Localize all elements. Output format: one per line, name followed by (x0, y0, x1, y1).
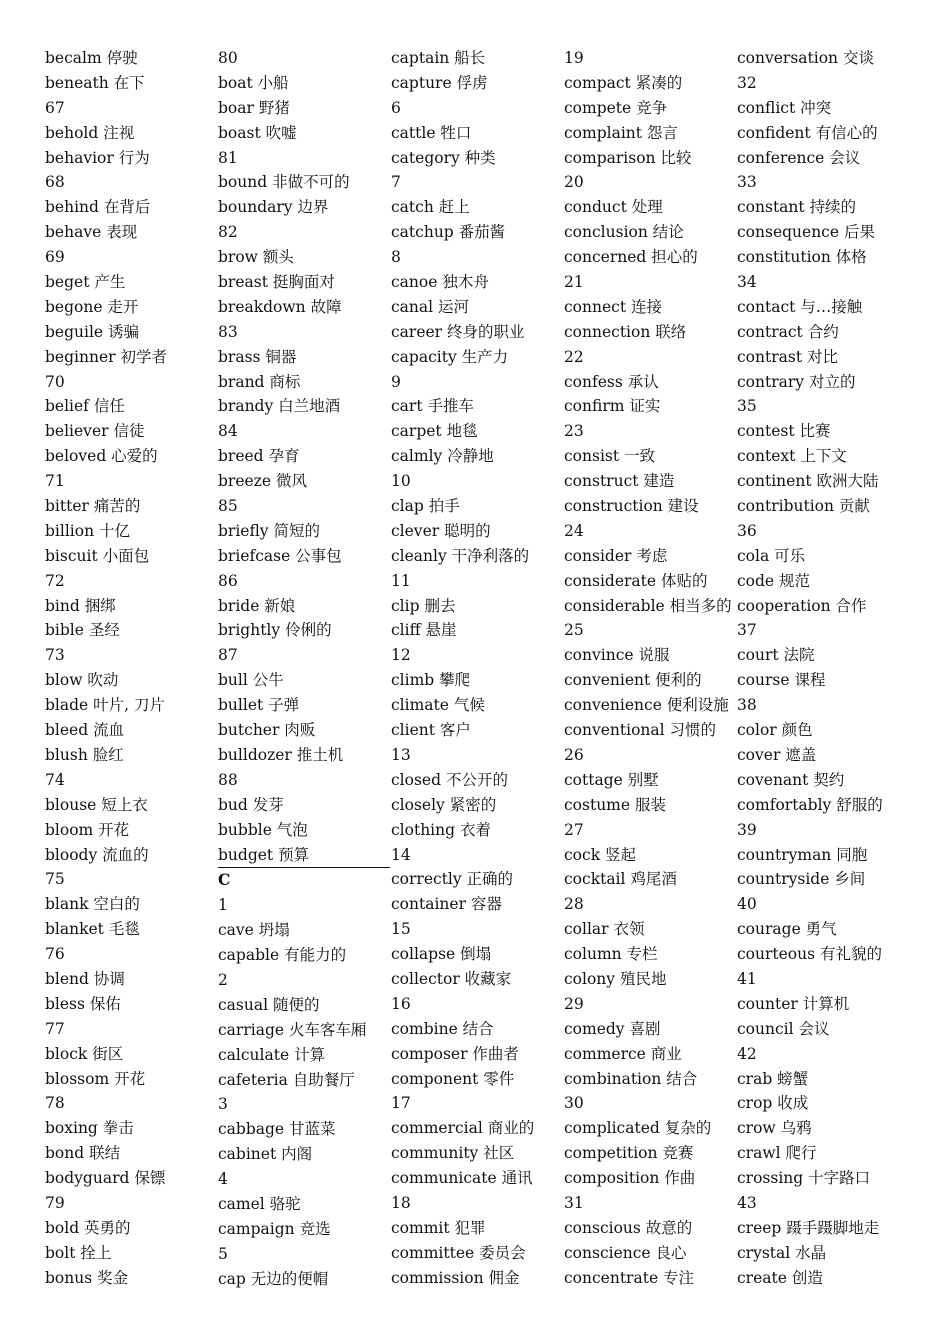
page-number: 39 (737, 820, 757, 839)
page-number: 72 (45, 571, 65, 590)
vocab-entry: collar 衣领 (564, 920, 645, 939)
vocab-entry: counter 计算机 (737, 994, 850, 1013)
vocab-entry: capacity 生产力 (391, 347, 509, 366)
vocab-entry: cleanly 干净利落的 (391, 546, 530, 565)
vocab-entry: connect 连接 (564, 297, 662, 316)
vocab-column-5 (737, 46, 909, 1291)
vocab-entry: create 创造 (737, 1268, 823, 1287)
vocab-entry: cabbage 甘蓝菜 (218, 1120, 336, 1139)
vocab-entry: clap 拍手 (391, 497, 460, 516)
vocab-entry: brass 铜器 (218, 347, 297, 366)
page-number: 75 (45, 870, 65, 889)
vocab-entry: climate 气候 (391, 696, 485, 715)
page-number: 18 (391, 1193, 411, 1212)
vocab-entry: capture 俘虏 (391, 73, 488, 92)
vocab-entry: bubble 气泡 (218, 820, 308, 839)
vocab-entry: bride 新娘 (218, 596, 296, 615)
vocab-entry: catch 赶上 (391, 198, 470, 217)
vocab-entry: commission 佣金 (391, 1268, 520, 1287)
page-number: 33 (737, 173, 757, 192)
vocab-entry: bolt 拴上 (45, 1243, 112, 1262)
vocab-entry: conscience 良心 (564, 1243, 687, 1262)
vocab-entry: bible 圣经 (45, 621, 120, 640)
vocab-entry: blush 脸红 (45, 745, 124, 764)
vocab-entry: cock 竖起 (564, 845, 637, 864)
vocab-entry: course 课程 (737, 671, 826, 690)
vocab-entry: countryside 乡间 (737, 870, 866, 889)
vocab-entry: beloved 心爱的 (45, 447, 158, 466)
vocab-entry: canoe 独木舟 (391, 273, 489, 292)
vocab-entry: composition 作曲 (564, 1169, 696, 1188)
vocab-entry: carriage 火车客车厢 (218, 1020, 367, 1039)
page-number: 35 (737, 397, 757, 416)
vocab-entry: courage 勇气 (737, 920, 837, 939)
vocab-entry: continent 欧洲大陆 (737, 472, 879, 491)
vocab-entry: countryman 同胞 (737, 845, 868, 864)
page-number: 28 (564, 895, 584, 914)
vocab-entry: convince 说服 (564, 646, 670, 665)
vocab-entry: boxing 拳击 (45, 1119, 134, 1138)
page-number: 85 (218, 497, 238, 516)
vocab-entry: costume 服装 (564, 795, 666, 814)
vocab-entry: code 规范 (737, 571, 811, 590)
vocab-entry: contract 合约 (737, 322, 839, 341)
vocab-entry: concentrate 专注 (564, 1268, 695, 1287)
vocab-entry: brow 额头 (218, 248, 294, 267)
page-number: 21 (564, 273, 584, 292)
vocab-entry: blank 空白的 (45, 895, 140, 914)
vocab-entry: clothing 衣着 (391, 820, 491, 839)
page-number: 19 (564, 49, 584, 67)
vocab-entry: bonus 奖金 (45, 1268, 129, 1287)
vocab-entry: camel 骆驼 (218, 1194, 301, 1213)
vocab-entry: behavior 行为 (45, 148, 150, 167)
vocab-entry: brandy 白兰地酒 (218, 397, 341, 416)
vocab-entry: cattle 牲口 (391, 123, 472, 142)
vocab-entry: creep 蹑手蹑脚地走 (737, 1218, 880, 1237)
vocab-entry: begone 走开 (45, 297, 139, 316)
vocab-entry: confident 有信心的 (737, 123, 878, 142)
vocab-entry: carpet 地毯 (391, 422, 478, 441)
page-number: 74 (45, 770, 65, 789)
vocab-entry: bulldozer 推土机 (218, 745, 344, 764)
page-number: 30 (564, 1094, 584, 1113)
vocab-entry: butcher 肉贩 (218, 721, 316, 740)
vocab-entry: beget 产生 (45, 273, 126, 292)
vocab-entry: clever 聪明的 (391, 521, 491, 540)
vocab-entry: crab 螃蟹 (737, 1069, 809, 1088)
vocab-entry: closed 不公开的 (391, 770, 508, 789)
vocab-entry: collapse 倒塌 (391, 945, 492, 964)
vocab-entry: considerate 体贴的 (564, 571, 708, 590)
vocab-entry: brightly 伶俐的 (218, 621, 332, 640)
vocab-entry: constitution 体格 (737, 248, 867, 267)
vocab-entry: crop 收成 (737, 1094, 809, 1113)
page-number: 43 (737, 1193, 757, 1212)
vocab-entry: briefly 简短的 (218, 521, 320, 540)
vocab-entry: connection 联络 (564, 322, 687, 341)
vocab-entry: cafeteria 自助餐厅 (218, 1070, 355, 1089)
page-number: 69 (45, 248, 65, 267)
vocab-column-1 (45, 46, 217, 1291)
vocab-entry: cocktail 鸡尾酒 (564, 870, 677, 889)
page-number: 5 (218, 1244, 228, 1263)
page-number: 22 (564, 347, 584, 366)
vocab-entry: convenience 便利设施 (564, 696, 729, 715)
vocab-entry: contact 与…接触 (737, 297, 863, 316)
page-number: 3 (218, 1095, 228, 1114)
page-number: 31 (564, 1193, 584, 1212)
page-number: 10 (391, 472, 411, 491)
vocab-entry: bind 捆绑 (45, 596, 116, 615)
vocab-entry: committee 委员会 (391, 1243, 526, 1262)
vocab-entry: behold 注视 (45, 123, 135, 142)
page-number: 38 (737, 696, 757, 715)
vocab-entry: breakdown 故障 (218, 297, 342, 316)
vocab-entry: crow 乌鸦 (737, 1119, 812, 1138)
vocab-entry: client 客户 (391, 721, 471, 740)
vocab-entry: conventional 习惯的 (564, 721, 717, 740)
vocab-entry: component 零件 (391, 1069, 515, 1088)
page-number: 42 (737, 1044, 757, 1063)
page-number: 29 (564, 994, 584, 1013)
vocab-entry: cola 可乐 (737, 546, 806, 565)
page-number: 6 (391, 98, 401, 117)
vocab-entry: conference 会议 (737, 148, 861, 167)
vocab-entry: cooperation 合作 (737, 596, 867, 615)
vocab-entry: blanket 毛毯 (45, 920, 140, 939)
vocab-entry: container 容器 (391, 895, 502, 914)
vocab-entry: consequence 后果 (737, 223, 875, 242)
vocab-entry: collector 收藏家 (391, 969, 512, 988)
vocab-entry: comparison 比较 (564, 148, 692, 167)
vocab-entry: boar 野猪 (218, 98, 290, 117)
vocab-entry: composer 作曲者 (391, 1044, 519, 1063)
vocab-entry: conscious 故意的 (564, 1218, 693, 1237)
vocab-entry: bound 非做不可的 (218, 173, 350, 192)
vocab-entry: bull 公牛 (218, 671, 284, 690)
vocab-entry: briefcase 公事包 (218, 546, 342, 565)
vocab-entry: cap 无边的便帽 (218, 1269, 329, 1288)
page-number: 1 (218, 896, 228, 915)
vocab-entry: bless 保佑 (45, 994, 121, 1013)
page-number: 34 (737, 273, 757, 292)
vocab-entry: consist 一致 (564, 447, 656, 466)
vocab-entry: crawl 爬行 (737, 1144, 817, 1163)
vocab-entry: campaign 竞选 (218, 1219, 331, 1238)
vocab-entry: blossom 开花 (45, 1069, 146, 1088)
page-number: 40 (737, 895, 757, 914)
vocab-entry: convenient 便利的 (564, 671, 702, 690)
vocab-entry: crystal 水晶 (737, 1243, 827, 1262)
vocab-entry: beguile 诱骗 (45, 322, 140, 341)
page-number: 11 (391, 571, 411, 590)
page-number: 17 (391, 1094, 411, 1113)
page-number: 24 (564, 521, 584, 540)
vocab-entry: court 法院 (737, 646, 815, 665)
vocab-entry: covenant 契约 (737, 770, 845, 789)
vocab-entry: category 种类 (391, 148, 496, 167)
vocab-entry: construction 建设 (564, 497, 699, 516)
vocab-entry: bud 发芽 (218, 795, 284, 814)
page-number: 87 (218, 646, 238, 665)
page-number: 4 (218, 1170, 228, 1189)
page-number: 2 (218, 970, 228, 989)
page-number: 73 (45, 646, 65, 665)
page-number: 27 (564, 820, 584, 839)
page-number: 68 (45, 173, 65, 192)
vocab-entry: breeze 微风 (218, 472, 307, 491)
vocab-entry: climb 攀爬 (391, 671, 471, 690)
vocab-entry: calculate 计算 (218, 1045, 326, 1064)
page-number: 7 (391, 173, 401, 192)
vocab-entry: construct 建造 (564, 472, 675, 491)
page-number: 80 (218, 49, 238, 67)
page-number: 84 (218, 422, 238, 441)
vocab-entry: captain 船长 (391, 49, 486, 67)
vocab-entry: contrast 对比 (737, 347, 838, 366)
vocab-entry: calmly 冷静地 (391, 447, 494, 466)
vocab-column-4 (564, 46, 736, 1291)
page-number: 88 (218, 770, 238, 789)
vocab-column-3 (391, 46, 563, 1291)
vocab-entry: column 专栏 (564, 945, 658, 964)
page-number: 77 (45, 1019, 65, 1038)
page-number: 25 (564, 621, 584, 640)
vocab-entry: conversation 交谈 (737, 49, 874, 67)
page-number: 70 (45, 372, 65, 391)
page-number: 20 (564, 173, 584, 192)
vocab-entry: contest 比赛 (737, 422, 831, 441)
page-number: 67 (45, 98, 65, 117)
vocab-entry: confess 承认 (564, 372, 659, 391)
vocab-entry: casual 随便的 (218, 995, 320, 1014)
vocab-entry: block 街区 (45, 1044, 124, 1063)
vocab-entry: career 终身的职业 (391, 322, 525, 341)
vocab-entry: beneath 在下 (45, 73, 145, 92)
page-number: 81 (218, 148, 238, 167)
vocab-entry: bond 联结 (45, 1144, 121, 1163)
vocab-entry: commerce 商业 (564, 1044, 682, 1063)
page-number: 23 (564, 422, 584, 441)
vocab-entry: comfortably 舒服的 (737, 795, 883, 814)
page-number: 15 (391, 920, 411, 939)
vocab-entry: boat 小船 (218, 73, 289, 92)
vocab-entry: combination 结合 (564, 1069, 698, 1088)
page-number: 13 (391, 745, 411, 764)
vocab-entry: bleed 流血 (45, 721, 125, 740)
vocab-entry: blade 叶片, 刀片 (45, 696, 165, 715)
vocab-entry: breed 孕育 (218, 447, 300, 466)
vocab-entry: correctly 正确的 (391, 870, 514, 889)
vocab-entry: contribution 贡献 (737, 497, 870, 516)
vocab-entry: behind 在背后 (45, 198, 151, 217)
vocab-entry: commercial 商业的 (391, 1119, 535, 1138)
page-number: 12 (391, 646, 411, 665)
vocab-entry: bitter 痛苦的 (45, 497, 141, 516)
vocab-entry: boast 吹嘘 (218, 123, 297, 142)
page-number: 9 (391, 372, 401, 391)
page-number: 76 (45, 945, 65, 964)
vocab-entry: constant 持续的 (737, 198, 857, 217)
vocab-entry: bullet 子弹 (218, 696, 300, 715)
page-number: 82 (218, 223, 238, 242)
page-number: 37 (737, 621, 757, 640)
vocab-entry: conclusion 结论 (564, 223, 684, 242)
vocab-entry: blouse 短上衣 (45, 795, 148, 814)
page-number: 86 (218, 571, 238, 590)
vocab-entry: compact 紧凑的 (564, 73, 683, 92)
vocab-entry: considerable 相当多的 (564, 596, 732, 615)
vocab-entry: breast 挺胸面对 (218, 273, 335, 292)
vocab-entry: combine 结合 (391, 1019, 494, 1038)
page-number: 71 (45, 472, 65, 491)
vocab-column-2 (218, 46, 390, 1292)
vocab-entry: becalm 停驶 (45, 49, 138, 67)
vocab-entry: competition 竞赛 (564, 1144, 694, 1163)
vocab-entry: cave 坍塌 (218, 921, 290, 940)
vocab-entry: bloody 流血的 (45, 845, 149, 864)
vocab-entry: cottage 别墅 (564, 770, 659, 789)
vocab-entry: cliff 悬崖 (391, 621, 457, 640)
page-number: 14 (391, 845, 411, 864)
vocab-entry: brand 商标 (218, 372, 301, 391)
vocab-entry: concerned 担心的 (564, 248, 698, 267)
vocab-entry: compete 竞争 (564, 98, 668, 117)
page-number: 16 (391, 994, 411, 1013)
vocab-entry: crossing 十字路口 (737, 1169, 871, 1188)
vocab-entry: communicate 通讯 (391, 1169, 533, 1188)
vocab-entry: contrary 对立的 (737, 372, 856, 391)
vocab-entry: complaint 怨言 (564, 123, 678, 142)
page-number: 26 (564, 745, 584, 764)
vocab-entry: bloom 开花 (45, 820, 130, 839)
vocab-entry: cover 遮盖 (737, 745, 817, 764)
vocab-entry: closely 紧密的 (391, 795, 497, 814)
vocab-entry: behave 表现 (45, 223, 138, 242)
vocab-entry: catchup 番茄酱 (391, 223, 506, 242)
vocab-entry: bodyguard 保镖 (45, 1169, 166, 1188)
vocab-entry: council 会议 (737, 1019, 830, 1038)
page-number: 78 (45, 1094, 65, 1113)
vocab-entry: conflict 冲突 (737, 98, 832, 117)
vocab-entry: color 颜色 (737, 721, 813, 740)
vocab-entry: clip 删去 (391, 596, 456, 615)
page-number: 32 (737, 73, 757, 92)
page-number: 41 (737, 969, 757, 988)
section-letter: C (218, 870, 231, 890)
vocab-entry: beginner 初学者 (45, 347, 167, 366)
vocab-entry: courteous 有礼貌的 (737, 945, 883, 964)
vocab-entry: biscuit 小面包 (45, 546, 150, 565)
vocab-entry: cabinet 内阁 (218, 1145, 313, 1164)
vocab-entry: blow 吹动 (45, 671, 119, 690)
vocab-entry: cart 手推车 (391, 397, 474, 416)
vocab-entry: belief 信任 (45, 397, 125, 416)
vocab-entry: capable 有能力的 (218, 946, 347, 965)
vocab-entry: canal 运河 (391, 297, 470, 316)
page-number: 8 (391, 248, 401, 267)
vocab-entry: context 上下文 (737, 447, 847, 466)
vocab-entry: community 社区 (391, 1144, 515, 1163)
vocab-entry: conduct 处理 (564, 198, 663, 217)
vocab-entry: comedy 喜剧 (564, 1019, 661, 1038)
page-number: 83 (218, 322, 238, 341)
vocab-entry: budget 预算 (218, 843, 390, 869)
page-number: 79 (45, 1193, 65, 1212)
vocab-entry: commit 犯罪 (391, 1218, 486, 1237)
vocab-entry: consider 考虑 (564, 546, 668, 565)
vocab-entry: believer 信徒 (45, 422, 145, 441)
vocab-entry: blend 协调 (45, 969, 125, 988)
vocab-entry: billion 十亿 (45, 521, 130, 540)
vocab-entry: confirm 证实 (564, 397, 661, 416)
page-number: 36 (737, 521, 757, 540)
vocab-entry: boundary 边界 (218, 198, 329, 217)
vocab-entry: bold 英勇的 (45, 1218, 131, 1237)
vocab-entry: colony 殖民地 (564, 969, 667, 988)
vocab-entry: complicated 复杂的 (564, 1119, 712, 1138)
